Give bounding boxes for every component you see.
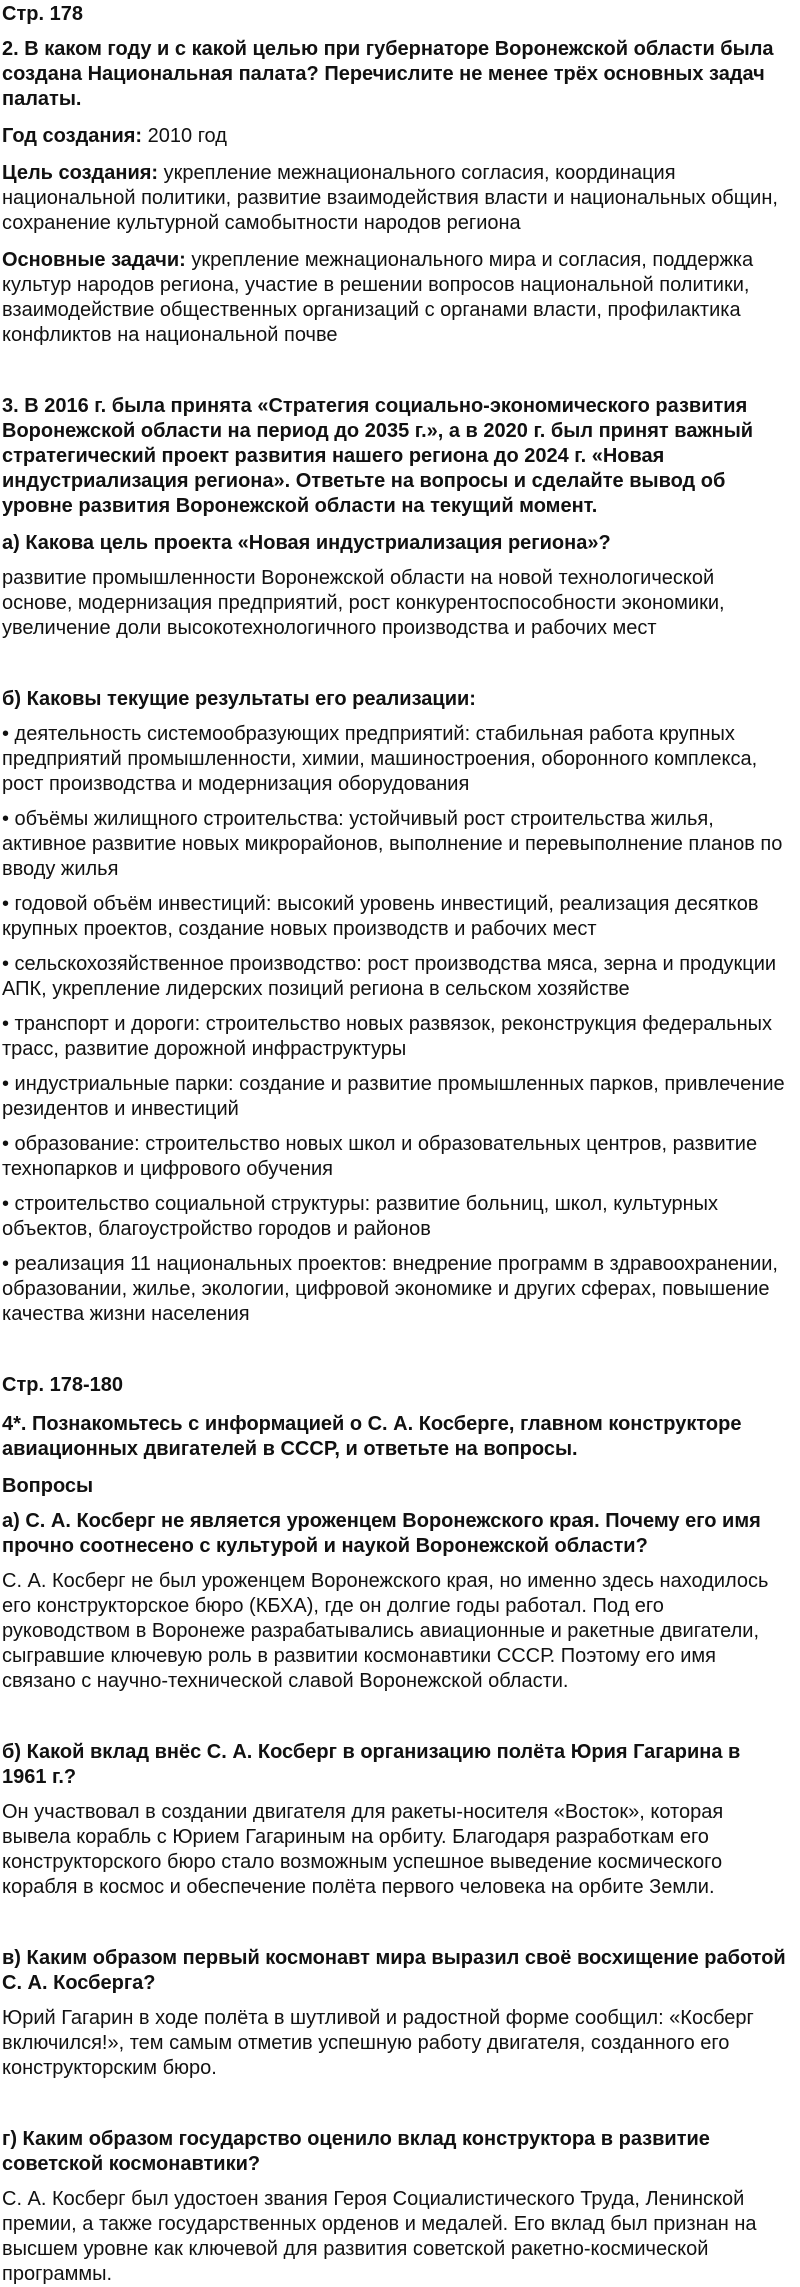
answer-4b: Он участвовал в создании двигателя для ракеты-носителя «Восток», которая вывела корабль с Юрием Гагариным на орбиту. Благодаря разработкам его конструкторского бюро стало возможным успешное выведение космического корабля в космос и обеспечение полёта первого человека на орбите Земли. xyxy=(2,1801,724,1898)
tasks-value: укрепление межнационального мира и согласия, поддержка культур народов региона, участие в решении вопросов национальной политики, взаимодействие общественных организаций с органами власти, профилактика конфликтов на национальной почве xyxy=(2,249,754,346)
list-item: • объёмы жилищного строительства: устойчивый рост строительства жилья, активное развитие новых микрорайонов, выполнение и перевыполнение планов по вводу жилья xyxy=(2,808,783,880)
year-label: Год создания: xyxy=(2,125,143,147)
list-item: • транспорт и дороги: строительство новых развязок, реконструкция федеральных трасс, развитие дорожной инфраструктуры xyxy=(2,1013,772,1060)
answer-4a: С. А. Косберг не был уроженцем Воронежского края, но именно здесь находилось его конструкторское бюро (КБХА), где он долгие годы работал. Под его руководством в Воронеже разрабатывались авиационные и ракетные двигатели, сыгравшие ключевую роль в развитии космонавтики СССР. Поэтому его имя связано с научно-технической славой Воронежской области. xyxy=(2,1570,769,1692)
page-label-178-180: Стр. 178-180 xyxy=(2,1374,123,1396)
goal-field xyxy=(2,161,790,236)
question-3: 3. В 2016 г. была принята «Стратегия социально-экономического развития Воронежской области на период до 2035 г.», а в 2020 г. был принят важный стратегический проект развития нашего региона до 2024 г. «Новая индустриализация региона». Ответьте на вопросы и сделайте вывод об уровне развития Воронежской области на текущий момент. xyxy=(2,395,754,517)
year-field xyxy=(2,124,790,149)
list-item: • образование: строительство новых школ и образовательных центров, развитие технопарков и цифрового обучения xyxy=(2,1133,758,1180)
question-4b: б) Какой вклад внёс С. А. Косберг в организацию полёта Юрия Гагарина в 1961 г.? xyxy=(2,1741,741,1788)
goal-value: укрепление межнационального согласия, координация национальной политики, развитие взаимодействия власти и национальных общин, сохранение культурной самобытности народов региона xyxy=(2,162,778,234)
year-value: 2010 год xyxy=(147,125,227,147)
question-2: 2. В каком году и с какой целью при губернаторе Воронежской области была создана Национальная палата? Перечислите не менее трёх основных задач палаты. xyxy=(2,38,774,110)
results-list xyxy=(2,722,790,1327)
answer-4c: Юрий Гагарин в ходе полёта в шутливой и радостной форме сообщил: «Косберг включился!», тем самым отметив успешную работу двигателя, созданного его конструкторским бюро. xyxy=(2,2007,754,2079)
question-4: 4*. Познакомьтесь с информацией о С. А. Косберге, главном конструкторе авиационных двигателей в СССР, и ответьте на вопросы. xyxy=(2,1413,742,1460)
list-item: • реализация 11 национальных проектов: внедрение программ в здравоохранении, образовании, жилье, экологии, цифровой экономике и других сферах, повышение качества жизни населения xyxy=(2,1253,778,1325)
list-item: • индустриальные парки: создание и развитие промышленных парков, привлечение резидентов и инвестиций xyxy=(2,1073,785,1120)
tasks-label: Основные задачи: xyxy=(2,249,186,271)
answer-4d: С. А. Косберг был удостоен звания Героя Социалистического Труда, Ленинской премии, а также государственных орденов и медалей. Его вклад был признан на высшем уровне как ключевой для развития советской ракетно-космической программы. xyxy=(2,2188,757,2285)
question-3b: б) Каковы текущие результаты его реализации: xyxy=(2,688,476,710)
list-item: • деятельность системообразующих предприятий: стабильная работа крупных предприятий промышленности, химии, машиностроения, оборонного комплекса, рост производства и модернизация оборудования xyxy=(2,723,758,795)
question-4a: а) С. А. Косберг не является уроженцем Воронежского края. Почему его имя прочно соотнесено с культурой и наукой Воронежской области? xyxy=(2,1510,761,1557)
questions-label: Вопросы xyxy=(2,1475,94,1497)
goal-label: Цель создания: xyxy=(2,162,159,184)
question-4c: в) Каким образом первый космонавт мира выразил своё восхищение работой С. А. Косберга? xyxy=(2,1947,786,1994)
tasks-field xyxy=(2,248,790,348)
answer-3a: развитие промышленности Воронежской области на новой технологической основе, модернизация предприятий, рост конкурентоспособности экономики, увеличение доли высокотехнологичного производства и рабочих мест xyxy=(2,567,725,639)
question-3a: а) Какова цель проекта «Новая индустриализация региона»? xyxy=(2,532,611,554)
list-item: • строительство социальной структуры: развитие больниц, школ, культурных объектов, благоустройство городов и районов xyxy=(2,1193,719,1240)
list-item: • годовой объём инвестиций: высокий уровень инвестиций, реализация десятков крупных проектов, создание новых производств и рабочих мест xyxy=(2,893,759,940)
question-4d: г) Каким образом государство оценило вклад конструктора в развитие советской космонавтики? xyxy=(2,2128,710,2175)
list-item: • сельскохозяйственное производство: рост производства мяса, зерна и продукции АПК, укрепление лидерских позиций региона в сельском хозяйстве xyxy=(2,953,777,1000)
page-label-178: Стр. 178 xyxy=(2,3,83,25)
